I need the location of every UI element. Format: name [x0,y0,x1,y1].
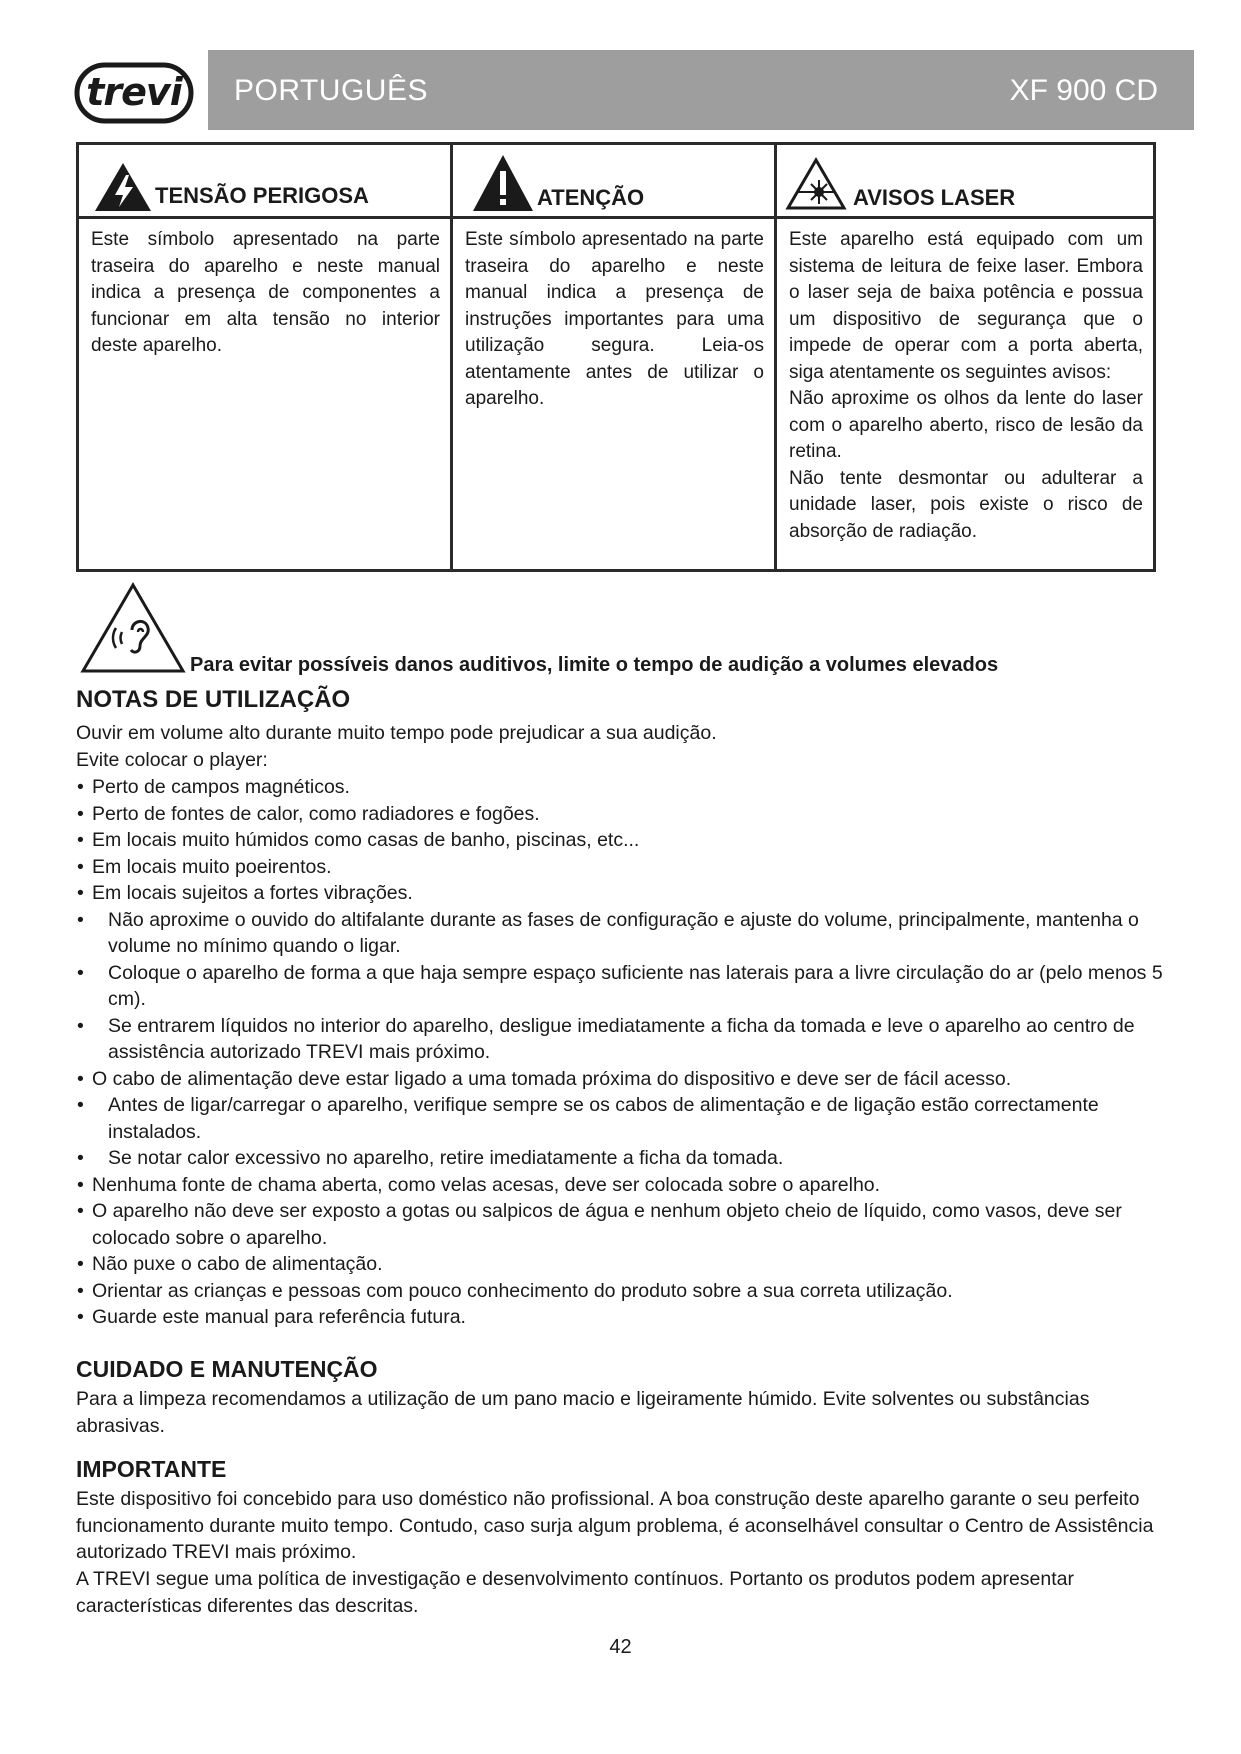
warning-text-laser [777,219,1153,545]
warning-paragraph: Não aproxime os olhos da lente do laser com o aparelho aberto, risco de lesão da retina. [789,388,1143,462]
warning-column-voltage [79,145,453,569]
list-item: • Perto de campos magnéticos. [76,774,1186,801]
header-language: PORTUGUÊS [234,74,428,107]
page-number: 42 [609,1636,632,1658]
list-item: • Em locais muito húmidos como casas de banho, piscinas, etc... [76,827,1186,854]
list-item: • O aparelho não deve ser exposto a gotas ou salpicos de água e nenhum objeto cheio de líquido, como vasos, deve ser colocado sobre o aparelho. [76,1198,1186,1251]
warning-paragraph: Este aparelho está equipado com um sistema de leitura de feixe laser. Embora o laser seja de baixa potência e possua um dispositivo de segurança que o impede de operar com a porta aberta, siga atentamente os seguintes avisos: [789,229,1143,383]
list-item: • Orientar as crianças e pessoas com pouco conhecimento do produto sobre a sua correta utilização. [76,1278,1186,1305]
usage-intro-line: Ouvir em volume alto durante muito tempo pode prejudicar a sua audição. [76,722,717,744]
important-paragraph: A TREVI segue uma política de investigação e desenvolvimento contínuos. Portanto os produtos podem apresentar características diferentes das descritas. [76,1568,1074,1617]
high-voltage-warning-icon [93,161,153,213]
warning-column-attention [453,145,777,569]
warning-header [777,145,1153,219]
list-item: • Coloque o aparelho de forma a que haja sempre espaço suficiente nas laterais para a livre circulação do ar (pelo menos 5 cm). [76,960,1186,1013]
logo-text: trevi [86,70,182,114]
list-item: • Se entrarem líquidos no interior do aparelho, desligue imediatamente a ficha da tomada e leve o aparelho ao centro de assistência autorizado TREVI mais próximo. [76,1013,1186,1066]
important-title: IMPORTANTE [76,1456,227,1482]
warning-title-laser: AVISOS LASER [853,185,1016,210]
list-item: • Não aproxime o ouvido do altifalante durante as fases de configuração e ajuste do volume, principalmente, mantenha o volume no mínimo quando o ligar. [76,907,1186,960]
warning-text-voltage [79,219,450,360]
care-title: CUIDADO E MANUTENÇÃO [76,1356,378,1382]
warning-header [453,145,774,219]
warning-paragraph: Este símbolo apresentado na parte traseira do aparelho e neste manual indica a presença de instruções importantes para uma utilização segura. Leia-os atentamente antes de utilizar o aparelho. [465,229,764,409]
list-item: • Nenhuma fonte de chama aberta, como velas acesas, deve ser colocada sobre o aparelho. [76,1172,1186,1199]
usage-notes-title: NOTAS DE UTILIZAÇÃO [76,686,351,713]
warning-table [76,142,1156,572]
hearing-warning-text: Para evitar possíveis danos auditivos, limite o tempo de audição a volumes elevados [190,654,999,676]
warning-title-voltage: TENSÃO PERIGOSA [155,183,369,208]
list-item: • Antes de ligar/carregar o aparelho, verifique sempre se os cabos de alimentação e de ligação estão correctamente instalados. [76,1092,1186,1145]
header-model: XF 900 CD [1009,74,1158,107]
warning-column-laser [777,145,1153,569]
important-paragraph: Este dispositivo foi concebido para uso doméstico não profissional. A boa construção deste aparelho garante o seu perfeito funcionamento durante muito tempo. Contudo, caso surja algum problema, é aconselhável consultar o Centro de Assistência autorizado TREVI mais próximo. [76,1488,1154,1563]
list-item: • Em locais sujeitos a fortes vibrações. [76,880,1186,907]
usage-intro-line: Evite colocar o player: [76,749,268,771]
warning-paragraph: Não tente desmontar ou adulterar a unidade laser, pois existe o risco de absorção de radiação. [789,467,1143,542]
header-bar [208,50,1194,130]
list-item: • Em locais muito poeirentos. [76,854,1186,881]
list-item: • O cabo de alimentação deve estar ligado a uma tomada próxima do dispositivo e deve ser de fácil acesso. [76,1066,1186,1093]
warning-paragraph: Este símbolo apresentado na parte traseira do aparelho e neste manual indica a presença de componentes a funcionar em alta tensão no interior deste aparelho. [91,229,440,356]
list-item: • Guarde este manual para referência futura. [76,1304,1186,1331]
exclamation-warning-icon [471,153,535,213]
list-item: • Não puxe o cabo de alimentação. [76,1251,1186,1278]
warning-text-attention [453,219,774,413]
warning-title-attention: ATENÇÃO [537,185,645,210]
care-text: Para a limpeza recomendamos a utilização de um pano macio e ligeiramente húmido. Evite solventes ou substâncias abrasivas. [76,1388,1090,1437]
list-item: • Se notar calor excessivo no aparelho, retire imediatamente a ficha da tomada. [76,1145,1186,1172]
hearing-warning-icon [80,582,186,674]
list-item: • Perto de fontes de calor, como radiadores e fogões. [76,801,1186,828]
laser-warning-icon [785,157,847,211]
usage-notes-list [76,774,1186,1331]
warning-header [79,145,450,219]
